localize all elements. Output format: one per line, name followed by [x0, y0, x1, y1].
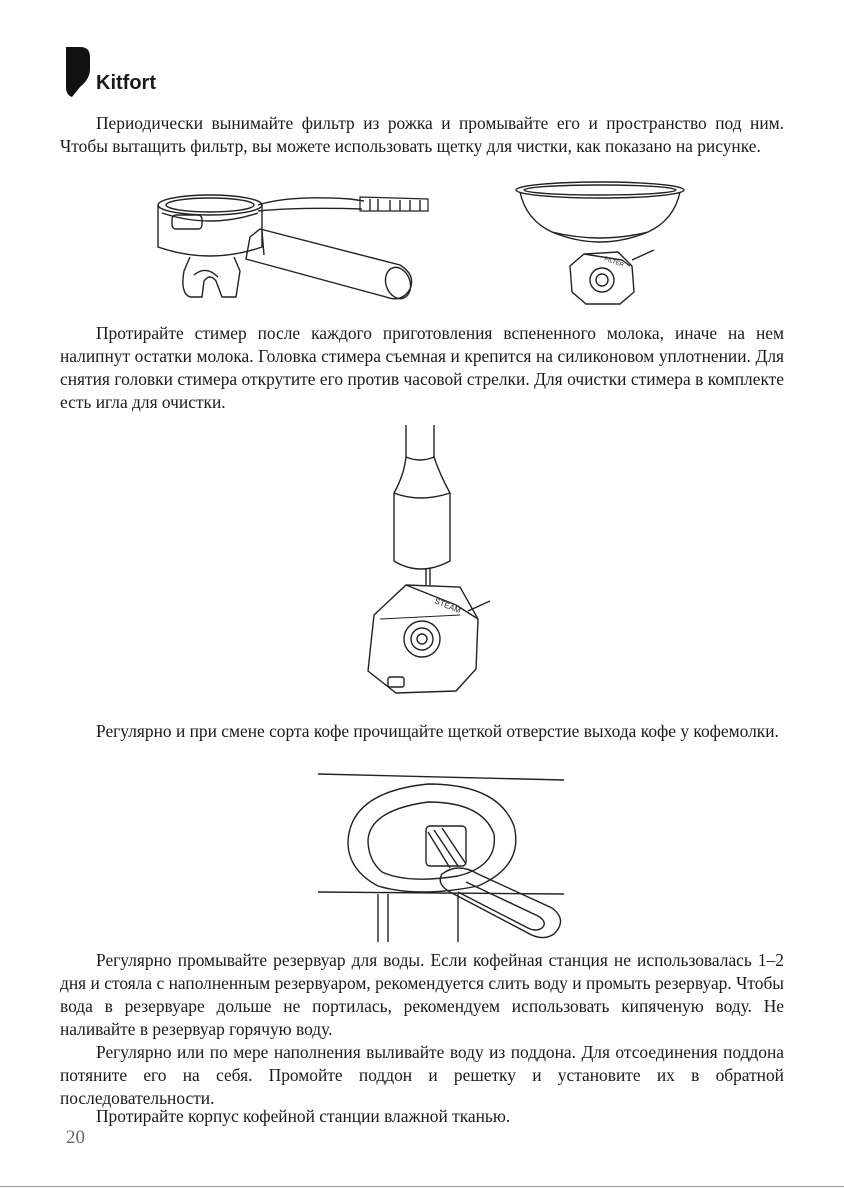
portafilter-brush-illustration — [150, 185, 430, 313]
paragraph-drip-tray: Регулярно или по мере наполнения выливайте воду из поддона. Для отсоединения поддона потяните его на себя. Промойте поддон и решетку и установите их в обратной последовательности. — [60, 1042, 784, 1108]
page-number: 20 — [66, 1127, 85, 1148]
paragraph-filter-cleaning: Периодически вынимайте фильтр из рожка и промывайте его и пространство под ним. Чтобы вытащить фильтр, вы можете использовать щетку для чистки, как показано на рисунке. — [60, 113, 784, 156]
paragraph-water-tank: Регулярно промывайте резервуар для воды. Если кофейная станция не использовалась 1–2 дня и стояла с наполненным резервуаром, рекомендуется слить воду и промыть резервуар. Чтобы вода в резервуаре дольше не портилась, рекомендуем использовать кипяченую воду. Не наливайте в резервуар горячую воду. — [60, 950, 784, 1039]
steam-label: STEAM — [433, 596, 463, 616]
filter-stamp-label: FILTER — [603, 256, 625, 269]
paragraph-grinder-cleaning: Регулярно и при смене сорта кофе прочищайте щеткой отверстие выхода кофе у кофемолки. — [96, 721, 779, 741]
paragraph-body-wipe: Протирайте корпус кофейной станции влажной тканью. — [96, 1106, 511, 1126]
grinder-brush-illustration — [318, 770, 566, 942]
steamer-head-illustration — [350, 425, 500, 697]
paragraph-steamer-cleaning: Протирайте стимер после каждого приготовления вспененного молока, иначе на нем налипнут остатки молока. Головка стимера съемная и крепится на силиконовом уплотнении. Для снятия головки стимера открутите его против часовой стрелки. Для очистки стимера в комплекте есть игла для очистки. — [60, 323, 784, 412]
kitfort-logo-icon — [66, 47, 90, 97]
brand-name: Kitfort — [96, 72, 156, 94]
bottom-divider — [0, 1186, 844, 1187]
brand-logo — [66, 47, 176, 97]
filter-basket-illustration — [512, 180, 692, 310]
